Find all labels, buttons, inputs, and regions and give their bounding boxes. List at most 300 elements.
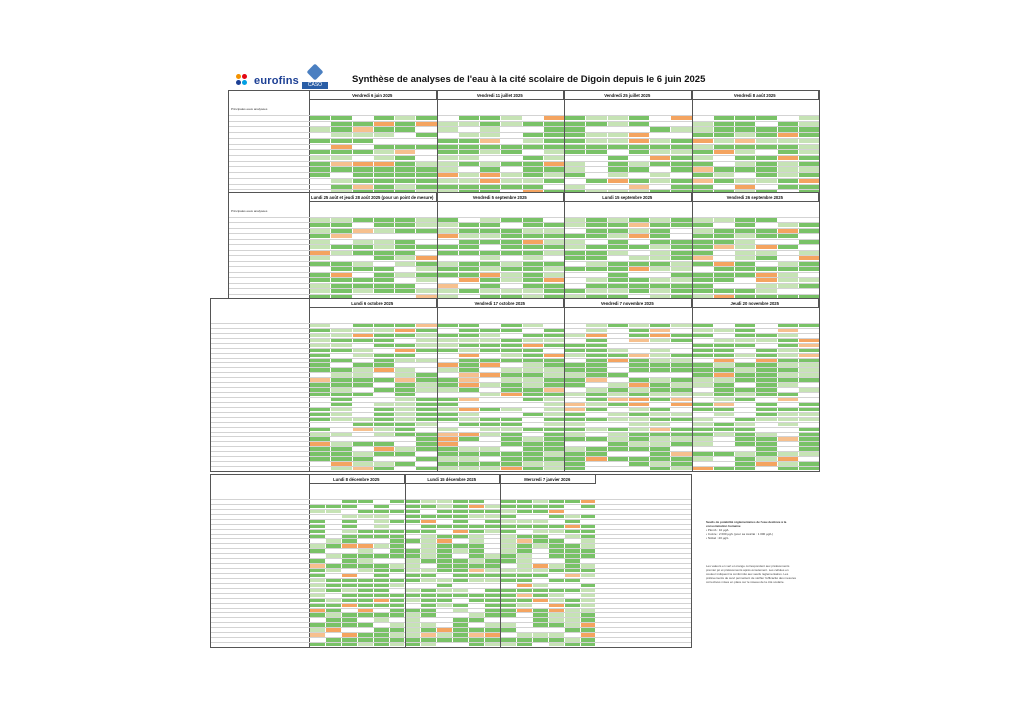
table-cell xyxy=(501,437,521,440)
table-cell xyxy=(331,339,351,342)
table-cell xyxy=(629,329,649,332)
table-cell xyxy=(517,609,532,612)
table-cell xyxy=(565,167,585,171)
table-row xyxy=(211,622,691,623)
table-cell xyxy=(523,139,543,143)
table-cell xyxy=(608,418,628,421)
table-cell xyxy=(517,539,532,542)
table-cell xyxy=(523,262,543,266)
table-cell xyxy=(778,334,798,337)
table-cell xyxy=(523,179,543,183)
table-cell xyxy=(353,278,373,282)
table-cell xyxy=(459,278,479,282)
table-cell xyxy=(523,229,543,233)
table-cell xyxy=(650,359,670,362)
table-cell xyxy=(342,643,357,646)
table-cell xyxy=(374,418,394,421)
table-cell xyxy=(714,289,734,293)
table-cell xyxy=(353,383,373,386)
table-cell xyxy=(390,633,405,636)
table-cell xyxy=(374,167,394,171)
table-cell xyxy=(671,116,691,120)
table-cell xyxy=(374,643,389,646)
table-cell xyxy=(756,167,776,171)
table-cell xyxy=(650,334,670,337)
table-cell xyxy=(693,433,713,436)
table-cell xyxy=(480,133,500,137)
table-cell xyxy=(406,579,421,582)
table-cell xyxy=(459,452,479,455)
table-cell xyxy=(331,403,351,406)
table-cell xyxy=(395,383,415,386)
table-cell xyxy=(778,413,798,416)
table-cell xyxy=(581,574,596,577)
table-cell xyxy=(358,643,373,646)
table-cell xyxy=(586,179,606,183)
table-cell xyxy=(671,418,691,421)
table-cell xyxy=(756,354,776,357)
table-cell xyxy=(331,329,351,332)
table-cell xyxy=(778,133,798,137)
table-cell xyxy=(437,599,452,602)
table-cell xyxy=(310,520,325,523)
table-cell xyxy=(421,574,436,577)
table-cell xyxy=(437,510,452,513)
date-header: Lundi 25 août et jeudi 28 août 2025 (pour un point de mesure) xyxy=(309,193,437,202)
table-cell xyxy=(421,544,436,547)
table-cell xyxy=(544,167,564,171)
table-cell xyxy=(374,363,394,366)
table-cell xyxy=(390,579,405,582)
table-cell xyxy=(459,173,479,177)
table-cell xyxy=(671,267,691,271)
table-cell xyxy=(581,515,596,518)
table-cell xyxy=(778,223,798,227)
table-cell xyxy=(501,368,521,371)
table-cell xyxy=(438,262,458,266)
table-cell xyxy=(778,229,798,233)
table-cell xyxy=(353,167,373,171)
table-cell xyxy=(778,127,798,131)
table-cell xyxy=(650,127,670,131)
table-cell xyxy=(331,234,351,238)
table-cell xyxy=(523,145,543,149)
table-cell xyxy=(565,574,580,577)
table-cell xyxy=(310,240,330,244)
table-cell xyxy=(671,278,691,282)
table-cell xyxy=(799,139,819,143)
table-cell xyxy=(501,613,516,616)
table-cell xyxy=(671,251,691,255)
table-cell xyxy=(459,349,479,352)
table-cell xyxy=(501,544,516,547)
table-cell xyxy=(693,179,713,183)
table-cell xyxy=(437,544,452,547)
table-cell xyxy=(480,139,500,143)
table-cell xyxy=(671,139,691,143)
table-cell xyxy=(416,179,436,183)
table-cell xyxy=(395,359,415,362)
table-cell xyxy=(406,564,421,567)
table-cell xyxy=(358,549,373,552)
table-cell xyxy=(533,500,548,503)
table-cell xyxy=(756,273,776,277)
table-cell xyxy=(693,262,713,266)
table-cell xyxy=(438,150,458,154)
table-cell xyxy=(374,162,394,166)
table-cell xyxy=(756,378,776,381)
table-cell xyxy=(485,510,500,513)
table-cell xyxy=(358,584,373,587)
table-cell xyxy=(480,363,500,366)
table-cell xyxy=(586,393,606,396)
table-cell xyxy=(778,267,798,271)
table-cell xyxy=(501,462,521,465)
table-cell xyxy=(469,530,484,533)
table-cell xyxy=(395,289,415,293)
table-cell xyxy=(310,334,330,337)
table-cell xyxy=(735,423,755,426)
table-cell xyxy=(549,515,564,518)
table-cell xyxy=(629,218,649,222)
table-cell xyxy=(778,373,798,376)
table-cell xyxy=(480,267,500,271)
table-cell xyxy=(326,643,341,646)
table-cell xyxy=(549,594,564,597)
table-cell xyxy=(714,173,734,177)
table-cell xyxy=(799,339,819,342)
table-cell xyxy=(581,554,596,557)
caso-logo-icon xyxy=(307,64,324,81)
table-cell xyxy=(374,628,389,631)
table-cell xyxy=(459,447,479,450)
table-cell xyxy=(581,609,596,612)
table-cell xyxy=(565,428,585,431)
table-cell xyxy=(438,452,458,455)
table-cell xyxy=(735,156,755,160)
table-cell xyxy=(565,467,585,470)
date-header: Lundi 6 octobre 2025 xyxy=(309,299,437,308)
table-cell xyxy=(756,278,776,282)
table-cell xyxy=(650,413,670,416)
table-cell xyxy=(778,354,798,357)
table-cell xyxy=(342,584,357,587)
table-cell xyxy=(586,437,606,440)
table-cell xyxy=(438,289,458,293)
table-cell xyxy=(714,368,734,371)
table-cell xyxy=(310,549,325,552)
table-cell xyxy=(501,218,521,222)
table-cell xyxy=(353,218,373,222)
table-cell xyxy=(480,447,500,450)
table-cell xyxy=(310,584,325,587)
table-cell xyxy=(416,229,436,233)
table-cell xyxy=(756,173,776,177)
table-cell xyxy=(799,462,819,465)
date-header: Vendredi 8 août 2025 xyxy=(692,91,820,100)
column-divider xyxy=(692,193,693,299)
table-cell xyxy=(756,388,776,391)
table-cell xyxy=(581,643,596,646)
table-cell xyxy=(693,245,713,249)
table-row xyxy=(211,612,691,613)
table-cell xyxy=(523,467,543,470)
table-cell xyxy=(693,428,713,431)
table-cell xyxy=(533,569,548,572)
table-cell xyxy=(517,638,532,641)
table-cell xyxy=(735,428,755,431)
table-cell xyxy=(416,262,436,266)
table-cell xyxy=(756,408,776,411)
table-cell xyxy=(565,116,585,120)
table-cell xyxy=(756,179,776,183)
table-cell xyxy=(608,122,628,126)
table-cell xyxy=(416,373,436,376)
table-cell xyxy=(523,334,543,337)
table-cell xyxy=(331,167,351,171)
table-cell xyxy=(331,133,351,137)
table-cell xyxy=(565,447,585,450)
page-title: Synthèse de analyses de l'eau à la cité scolaire de Digoin depuis le 6 juin 2025 xyxy=(352,74,706,85)
table-cell xyxy=(523,284,543,288)
table-cell xyxy=(714,262,734,266)
table-cell xyxy=(533,609,548,612)
table-cell xyxy=(453,609,468,612)
column-divider xyxy=(564,91,565,195)
table-cell xyxy=(342,564,357,567)
table-cell xyxy=(480,329,500,332)
row-label-header: Principales eaux analysées xyxy=(231,107,268,111)
table-cell xyxy=(544,334,564,337)
table-cell xyxy=(756,284,776,288)
table-cell xyxy=(453,515,468,518)
table-cell xyxy=(629,179,649,183)
row-label-column xyxy=(211,475,310,647)
table-cell xyxy=(501,535,516,538)
table-cell xyxy=(523,354,543,357)
table-cell xyxy=(310,643,325,646)
table-cell xyxy=(501,452,521,455)
table-cell xyxy=(586,267,606,271)
table-cell xyxy=(608,240,628,244)
table-cell xyxy=(501,505,516,508)
table-cell xyxy=(544,378,564,381)
table-cell xyxy=(353,363,373,366)
table-cell xyxy=(565,122,585,126)
table-cell xyxy=(480,428,500,431)
table-cell xyxy=(469,554,484,557)
table-cell xyxy=(544,267,564,271)
table-cell xyxy=(544,418,564,421)
table-cell xyxy=(501,393,521,396)
table-cell xyxy=(714,179,734,183)
table-cell xyxy=(565,373,585,376)
table-cell xyxy=(523,167,543,171)
table-cell xyxy=(565,604,580,607)
table-cell xyxy=(421,594,436,597)
table-cell xyxy=(778,359,798,362)
table-cell xyxy=(608,251,628,255)
table-cell xyxy=(342,554,357,557)
table-cell xyxy=(544,329,564,332)
table-cell xyxy=(453,530,468,533)
table-cell xyxy=(544,262,564,266)
date-header: Vendredi 26 septembre 2025 xyxy=(692,193,820,202)
table-cell xyxy=(565,334,585,337)
table-cell xyxy=(735,324,755,327)
table-cell xyxy=(523,234,543,238)
table-cell xyxy=(469,535,484,538)
table-cell xyxy=(650,240,670,244)
table-cell xyxy=(310,589,325,592)
table-cell xyxy=(438,127,458,131)
table-cell xyxy=(374,223,394,227)
table-cell xyxy=(331,393,351,396)
table-cell xyxy=(533,535,548,538)
table-cell xyxy=(310,284,330,288)
table-cell xyxy=(799,428,819,431)
table-cell xyxy=(438,334,458,337)
table-cell xyxy=(756,363,776,366)
table-cell xyxy=(629,447,649,450)
table-cell xyxy=(406,613,421,616)
table-cell xyxy=(459,354,479,357)
table-cell xyxy=(310,510,325,513)
table-cell xyxy=(671,363,691,366)
table-cell xyxy=(650,145,670,149)
table-cell xyxy=(671,145,691,149)
date-header: Vendredi 6 juin 2025 xyxy=(309,91,437,100)
table-row xyxy=(211,608,691,609)
table-cell xyxy=(581,505,596,508)
table-cell xyxy=(650,462,670,465)
date-header: Jeudi 20 novembre 2025 xyxy=(692,299,820,308)
table-cell xyxy=(416,457,436,460)
table-cell xyxy=(629,462,649,465)
table-cell xyxy=(693,423,713,426)
table-cell xyxy=(714,127,734,131)
table-cell xyxy=(544,145,564,149)
table-cell xyxy=(390,530,405,533)
table-cell xyxy=(416,324,436,327)
table-cell xyxy=(549,613,564,616)
table-cell xyxy=(756,116,776,120)
table-cell xyxy=(756,334,776,337)
table-cell xyxy=(533,638,548,641)
table-cell xyxy=(756,267,776,271)
table-cell xyxy=(331,122,351,126)
table-cell xyxy=(608,262,628,266)
table-cell xyxy=(714,388,734,391)
table-row xyxy=(211,333,819,334)
table-cell xyxy=(480,433,500,436)
table-cell xyxy=(608,413,628,416)
table-cell xyxy=(374,156,394,160)
table-cell xyxy=(416,359,436,362)
table-cell xyxy=(735,229,755,233)
table-cell xyxy=(756,447,776,450)
table-cell xyxy=(693,354,713,357)
table-cell xyxy=(671,256,691,260)
table-cell xyxy=(358,535,373,538)
table-cell xyxy=(544,289,564,293)
date-header: Lundi 8 décembre 2025 xyxy=(309,475,405,484)
table-cell xyxy=(523,388,543,391)
column-divider xyxy=(437,91,438,195)
table-cell xyxy=(390,609,405,612)
table-cell xyxy=(650,229,670,233)
table-cell xyxy=(735,457,755,460)
table-cell xyxy=(353,185,373,189)
table-cell xyxy=(586,256,606,260)
table-cell xyxy=(523,344,543,347)
table-cell xyxy=(331,442,351,445)
table-cell xyxy=(342,535,357,538)
table-cell xyxy=(406,559,421,562)
table-cell xyxy=(331,359,351,362)
table-cell xyxy=(650,433,670,436)
table-cell xyxy=(565,139,585,143)
table-cell xyxy=(608,116,628,120)
table-cell xyxy=(671,457,691,460)
table-cell xyxy=(608,273,628,277)
table-cell xyxy=(735,150,755,154)
table-cell xyxy=(331,156,351,160)
table-cell xyxy=(353,179,373,183)
table-cell xyxy=(629,388,649,391)
table-cell xyxy=(523,368,543,371)
table-cell xyxy=(544,423,564,426)
table-cell xyxy=(437,539,452,542)
table-cell xyxy=(358,559,373,562)
table-cell xyxy=(586,133,606,137)
table-cell xyxy=(406,599,421,602)
table-cell xyxy=(501,643,516,646)
table-cell xyxy=(714,383,734,386)
table-cell xyxy=(565,289,585,293)
table-cell xyxy=(453,574,468,577)
table-cell xyxy=(565,535,580,538)
table-cell xyxy=(453,628,468,631)
table-cell xyxy=(358,530,373,533)
table-cell xyxy=(353,423,373,426)
date-header: Mercredi 7 janvier 2026 xyxy=(500,475,596,484)
table-cell xyxy=(523,278,543,282)
table-cell xyxy=(358,589,373,592)
table-cell xyxy=(586,408,606,411)
table-cell xyxy=(501,388,521,391)
table-cell xyxy=(501,549,516,552)
table-cell xyxy=(714,245,734,249)
table-cell xyxy=(671,383,691,386)
table-cell xyxy=(326,505,341,508)
table-cell xyxy=(799,240,819,244)
table-cell xyxy=(437,505,452,508)
table-cell xyxy=(331,262,351,266)
table-cell xyxy=(353,373,373,376)
table-cell xyxy=(438,167,458,171)
table-cell xyxy=(501,245,521,249)
table-cell xyxy=(501,609,516,612)
table-cell xyxy=(671,240,691,244)
table-cell xyxy=(501,329,521,332)
table-cell xyxy=(438,179,458,183)
table-cell xyxy=(459,116,479,120)
table-cell xyxy=(390,584,405,587)
table-cell xyxy=(714,433,734,436)
table-cell xyxy=(608,223,628,227)
table-cell xyxy=(650,408,670,411)
